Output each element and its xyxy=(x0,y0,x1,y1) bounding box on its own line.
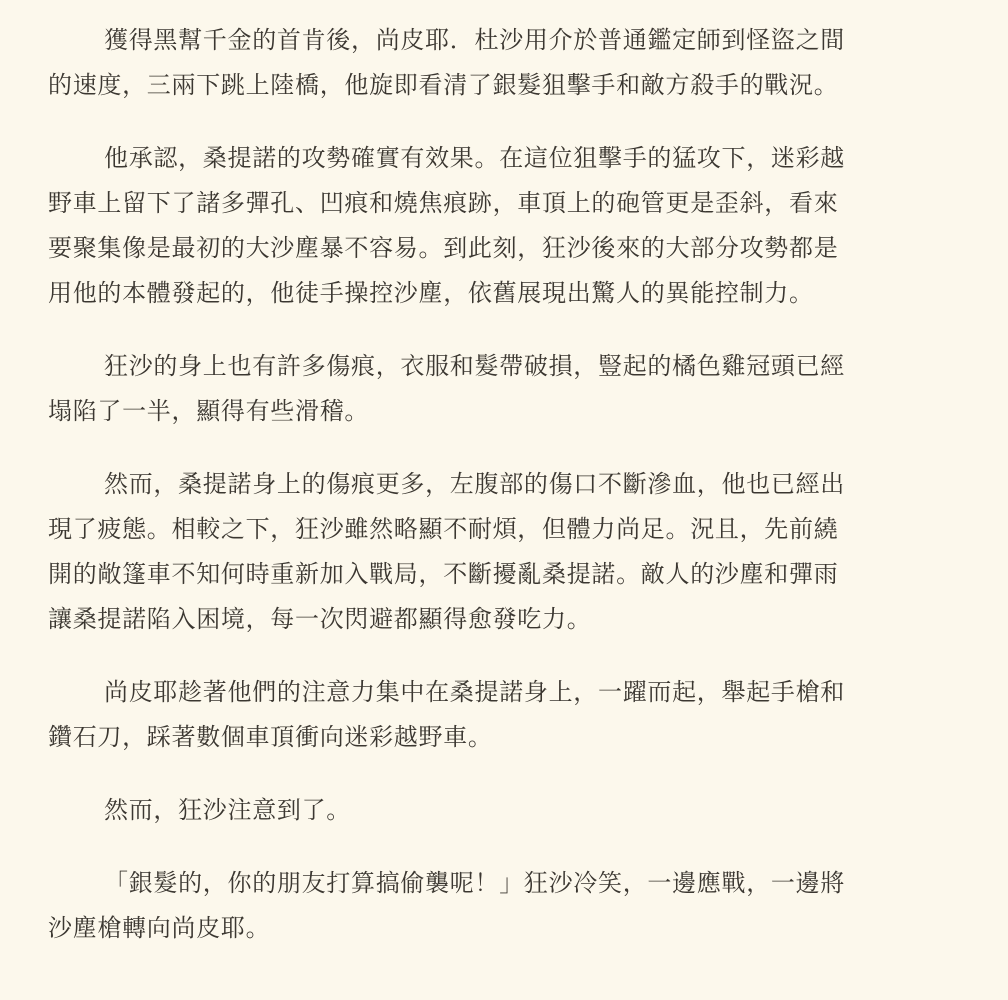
text-line: 然而，狂沙注意到了。 xyxy=(104,796,351,824)
paragraph-5 xyxy=(48,670,928,760)
text-line: 然而，桑提諾身上的傷痕更多，左腹部的傷口不斷滲血，他也已經出 xyxy=(104,470,845,498)
paragraph-7 xyxy=(48,861,928,951)
reader-page xyxy=(48,18,928,979)
paragraph-1 xyxy=(48,18,928,108)
text-line: 野車上留下了諸多彈孔、凹痕和燒焦痕跡，車頂上的砲管更是歪斜，看來 xyxy=(48,189,839,217)
text-line: 他承認，桑提諾的攻勢確實有效果。在這位狙擊手的猛攻下，迷彩越 xyxy=(104,144,845,172)
paragraph-3 xyxy=(48,344,928,434)
text-line: 塌陷了一半，顯得有些滑稽。 xyxy=(48,397,370,425)
text-line: 沙塵槍轉向尚皮耶。 xyxy=(48,914,271,942)
text-line: 要聚集像是最初的大沙塵暴不容易。到此刻，狂沙後來的大部分攻勢都是 xyxy=(48,234,839,262)
text-line: 現了疲態。相較之下，狂沙雖然略顯不耐煩，但體力尚足。況且，先前繞 xyxy=(48,515,839,543)
text-line: 用他的本體發起的，他徒手操控沙塵，依舊展現出驚人的異能控制力。 xyxy=(48,279,814,307)
text-line: 的速度，三兩下跳上陸橋，他旋即看清了銀髮狙擊手和敵方殺手的戰況。 xyxy=(48,71,839,99)
text-line: 獲得黑幫千金的首肯後，尚皮耶．杜沙用介於普通鑑定師到怪盜之間 xyxy=(104,26,845,54)
paragraph-6 xyxy=(48,788,928,833)
paragraph-4 xyxy=(48,462,928,642)
text-line: 尚皮耶趁著他們的注意力集中在桑提諾身上，一躍而起，舉起手槍和 xyxy=(104,678,845,706)
text-line: 讓桑提諾陷入困境，每一次閃避都顯得愈發吃力。 xyxy=(48,605,592,633)
text-line: 開的敞篷車不知何時重新加入戰局，不斷擾亂桑提諾。敵人的沙塵和彈雨 xyxy=(48,560,839,588)
text-line: 「銀髮的，你的朋友打算搞偷襲呢！」狂沙冷笑，一邊應戰，一邊將 xyxy=(104,869,845,897)
text-line: 狂沙的身上也有許多傷痕，衣服和髮帶破損，豎起的橘色雞冠頭已經 xyxy=(104,352,845,380)
paragraph-2 xyxy=(48,136,928,316)
text-line: 鑽石刀，踩著數個車頂衝向迷彩越野車。 xyxy=(48,723,493,751)
